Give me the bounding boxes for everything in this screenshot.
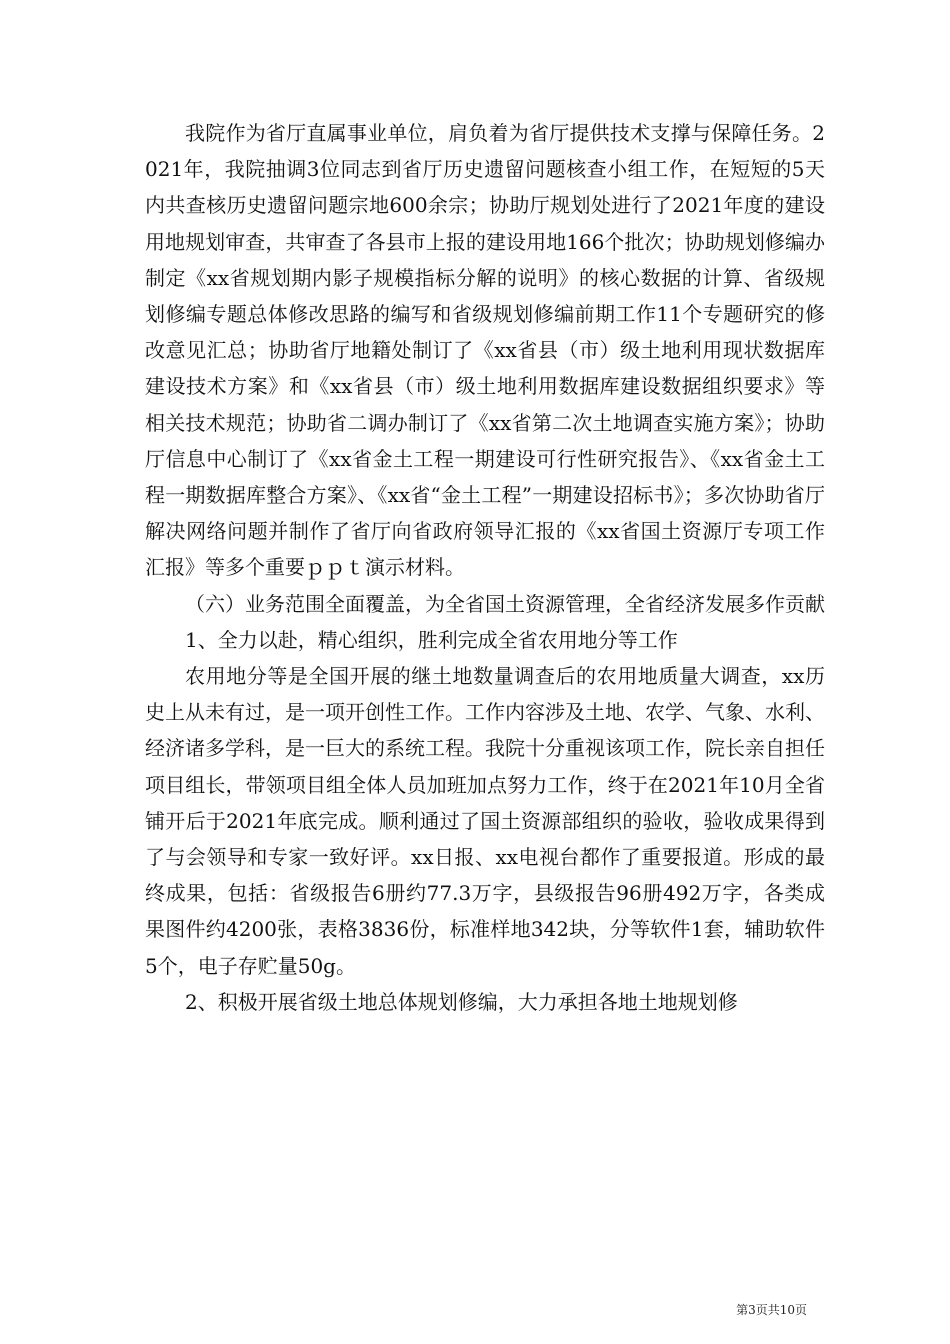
page-number-footer: 第3页共10页 — [736, 1303, 807, 1317]
subheading-farmland-grading: 1、全力以赴，精心组织，胜利完成全省农用地分等工作 — [185, 627, 678, 652]
document-body — [145, 115, 825, 1020]
paragraph-support-work: 我院作为省厅直属事业单位，肩负着为省厅提供技术支撑与保障任务。2021年，我院抽调3位同志到省厅历史遗留问题核查小组工作，在短短的5天内共查核历史遗留问题宗地600余宗；协助厅规划处进行了2021年度的建设用地规划审查，共审查了各县市上报的建设用地166个批次；协助规划修编办制定《xx省规划期内影子规模指标分解的说明》的核心数据的计算、省级规划修编专题总体修改思路的编写和省级规划修编前期工作11个专题研究的修改意见汇总；协助省厅地籍处制订了《xx省县（市）级土地利用现状数据库建设技术方案》和《xx省县（市）级土地利用数据库建设数据组织要求》等相关技术规范；协助省二调办制订了《xx省第二次土地调查实施方案》；协助厅信息中心制订了《xx省金土工程一期建设可行性研究报告》、《xx省金土工程一期数据库整合方案》、《xx省“金土工程”一期建设招标书》；多次协助省厅解决网络问题并制作了省厅向省政府领导汇报的《xx省国土资源厅专项工作汇报》等多个重要ｐｐｔ演示材料。 — [145, 121, 825, 580]
section-heading-six: （六）业务范围全面覆盖，为全省国土资源管理，全省经济发展多作贡献 — [185, 591, 825, 616]
paragraph-farmland-grading: 农用地分等是全国开展的继土地数量调查后的农用地质量大调查，xx历史上从未有过，是一项开创性工作。工作内容涉及土地、农学、气象、水利、经济诸多学科，是一巨大的系统工程。我院十分重视该项工作，院长亲自担任项目组长，带领项目组全体人员加班加点努力工作，终于在2021年10月全省铺开后于2021年底完成。顺利通过了国土资源部组织的验收，验收成果得到了与会领导和专家一致好评。xx日报、xx电视台都作了重要报道。形成的最终成果，包括：省级报告6册约77.3万字，县级报告96册492万字，各类成果图件约4200张，表格3836份，标准样地342块，分等软件1套，辅助软件5个，电子存贮量50g。 — [145, 664, 825, 978]
subheading-land-planning: 2、积极开展省级土地总体规划修编，大力承担各地土地规划修 — [185, 989, 738, 1014]
